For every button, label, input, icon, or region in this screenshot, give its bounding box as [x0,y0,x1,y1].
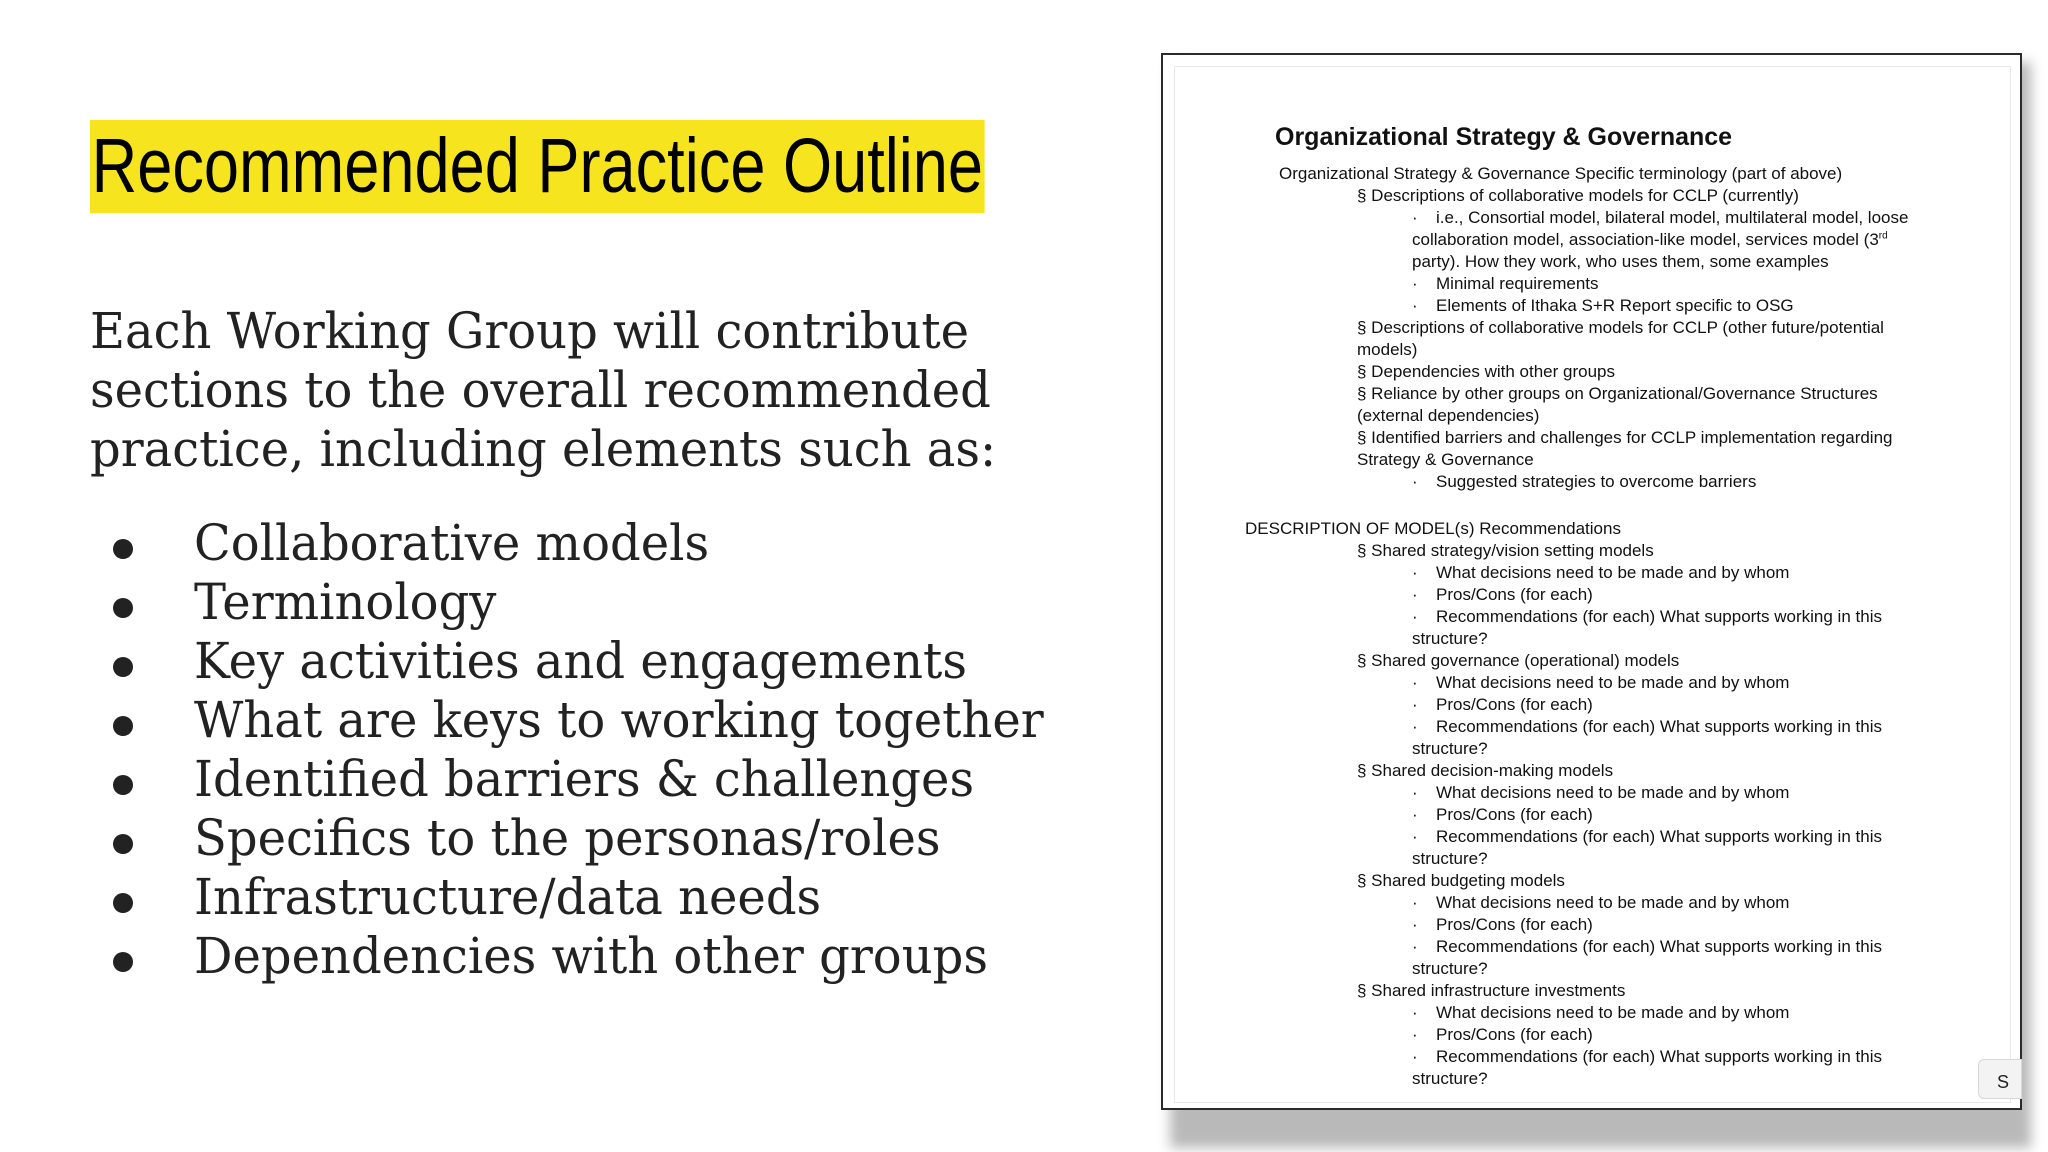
bullet-dot: · [1412,607,1418,626]
bullet-dot: · [1412,695,1418,714]
list-item: Infrastructure/data needs [90,868,1079,927]
doc-line: § Shared strategy/vision setting models [1357,541,1654,560]
doc-line: § Shared governance (operational) models [1357,651,1680,670]
bullet-dot: · [1412,937,1418,956]
doc-line: Suggested strategies to overcome barriers [1436,472,1757,491]
doc-line: Strategy & Governance [1357,450,1534,469]
doc-line: Recommendations (for each) What supports working in this [1436,717,1882,736]
doc-line: § Dependencies with other groups [1357,362,1615,381]
bullet-dot: · [1412,296,1418,315]
doc-line: i.e., Consortial model, bilateral model, multilateral model, loose [1436,208,1909,227]
doc-line: structure? [1412,1069,1488,1088]
intro-line: sections to the overall recommended [90,361,991,419]
intro-line: practice, including elements such as: [90,420,997,478]
doc-line: models) [1357,340,1418,359]
doc-line: What decisions need to be made and by whom [1436,563,1790,582]
list-item: Key activities and engagements [90,632,1079,691]
doc-line: structure? [1412,849,1488,868]
document-title: Organizational Strategy & Governance [1275,123,1733,151]
doc-line: Recommendations (for each) What supports working in this [1436,827,1882,846]
bullet-icon [113,893,133,913]
doc-line: structure? [1412,959,1488,978]
doc-line: § Shared decision-making models [1357,761,1614,780]
doc-line: Recommendations (for each) What supports working in this [1436,607,1882,626]
bullet-dot: · [1412,915,1418,934]
bullet-dot: · [1412,208,1418,227]
doc-line: § Reliance by other groups on Organizational/Governance Structures [1357,384,1878,403]
doc-line: What decisions need to be made and by whom [1436,893,1790,912]
doc-line: What decisions need to be made and by whom [1436,783,1790,802]
list-item: Dependencies with other groups [90,927,1079,986]
bullet-icon [113,598,133,618]
doc-line: Recommendations (for each) What supports working in this [1436,1047,1882,1066]
bullet-dot: · [1412,783,1418,802]
list-item: Terminology [90,573,1079,632]
doc-line: Pros/Cons (for each) [1436,805,1593,824]
doc-line: § Shared budgeting models [1357,871,1565,890]
doc-line: § Descriptions of collaborative models for CCLP (other future/potential [1357,318,1884,337]
element-list [90,514,1079,986]
bullet-dot: · [1412,893,1418,912]
doc-line: Elements of Ithaka S+R Report specific to OSG [1436,296,1794,315]
document-screenshot [1161,53,2022,1110]
doc-section-heading: DESCRIPTION OF MODEL(s) Recommendations [1245,519,1621,538]
doc-line: Pros/Cons (for each) [1436,1025,1593,1044]
bullet-icon [113,716,133,736]
doc-line: § Shared infrastructure investments [1357,981,1626,1000]
bullet-dot: · [1412,1047,1418,1066]
bullet-icon [113,952,133,972]
doc-line: (external dependencies) [1357,406,1540,425]
list-item: What are keys to working together [90,691,1079,750]
bullet-icon [113,539,133,559]
doc-line: Recommendations (for each) What supports working in this [1436,937,1882,956]
bullet-dot: · [1412,805,1418,824]
list-item: Specifics to the personas/roles [90,809,1079,868]
intro-line: Each Working Group will contribute [90,302,970,360]
bullet-dot: · [1412,563,1418,582]
bullet-icon [113,657,133,677]
doc-line: Minimal requirements [1436,274,1599,293]
bullet-dot: · [1412,827,1418,846]
bullet-icon [113,775,133,795]
doc-line: What decisions need to be made and by whom [1436,1003,1790,1022]
doc-line: Organizational Strategy & Governance Specific terminology (part of above) [1279,164,1843,183]
corner-tab[interactable]: S [1978,1059,2022,1099]
bullet-dot: · [1412,1025,1418,1044]
slide-title: Recommended Practice Outline [90,120,985,213]
intro-text [90,302,1090,479]
doc-line: Pros/Cons (for each) [1436,695,1593,714]
doc-line: Pros/Cons (for each) [1436,915,1593,934]
bullet-dot: · [1412,274,1418,293]
doc-line: What decisions need to be made and by whom [1436,673,1790,692]
list-item: Collaborative models [90,514,1079,573]
list-item: Identified barriers & challenges [90,750,1079,809]
doc-line: Pros/Cons (for each) [1436,585,1593,604]
doc-line: structure? [1412,739,1488,758]
bullet-dot: · [1412,1003,1418,1022]
bullet-dot: · [1412,673,1418,692]
doc-line: § Descriptions of collaborative models for CCLP (currently) [1357,186,1799,205]
bullet-icon [113,834,133,854]
bullet-dot: · [1412,717,1418,736]
doc-line: § Identified barriers and challenges for CCLP implementation regarding [1357,428,1893,447]
bullet-dot: · [1412,585,1418,604]
doc-line: party). How they work, who uses them, some examples [1412,252,1829,271]
bullet-dot: · [1412,472,1418,491]
doc-line: collaboration model, association-like model, services model (3rd [1412,230,1888,249]
doc-line: structure? [1412,629,1488,648]
document-page [1175,67,2010,1102]
